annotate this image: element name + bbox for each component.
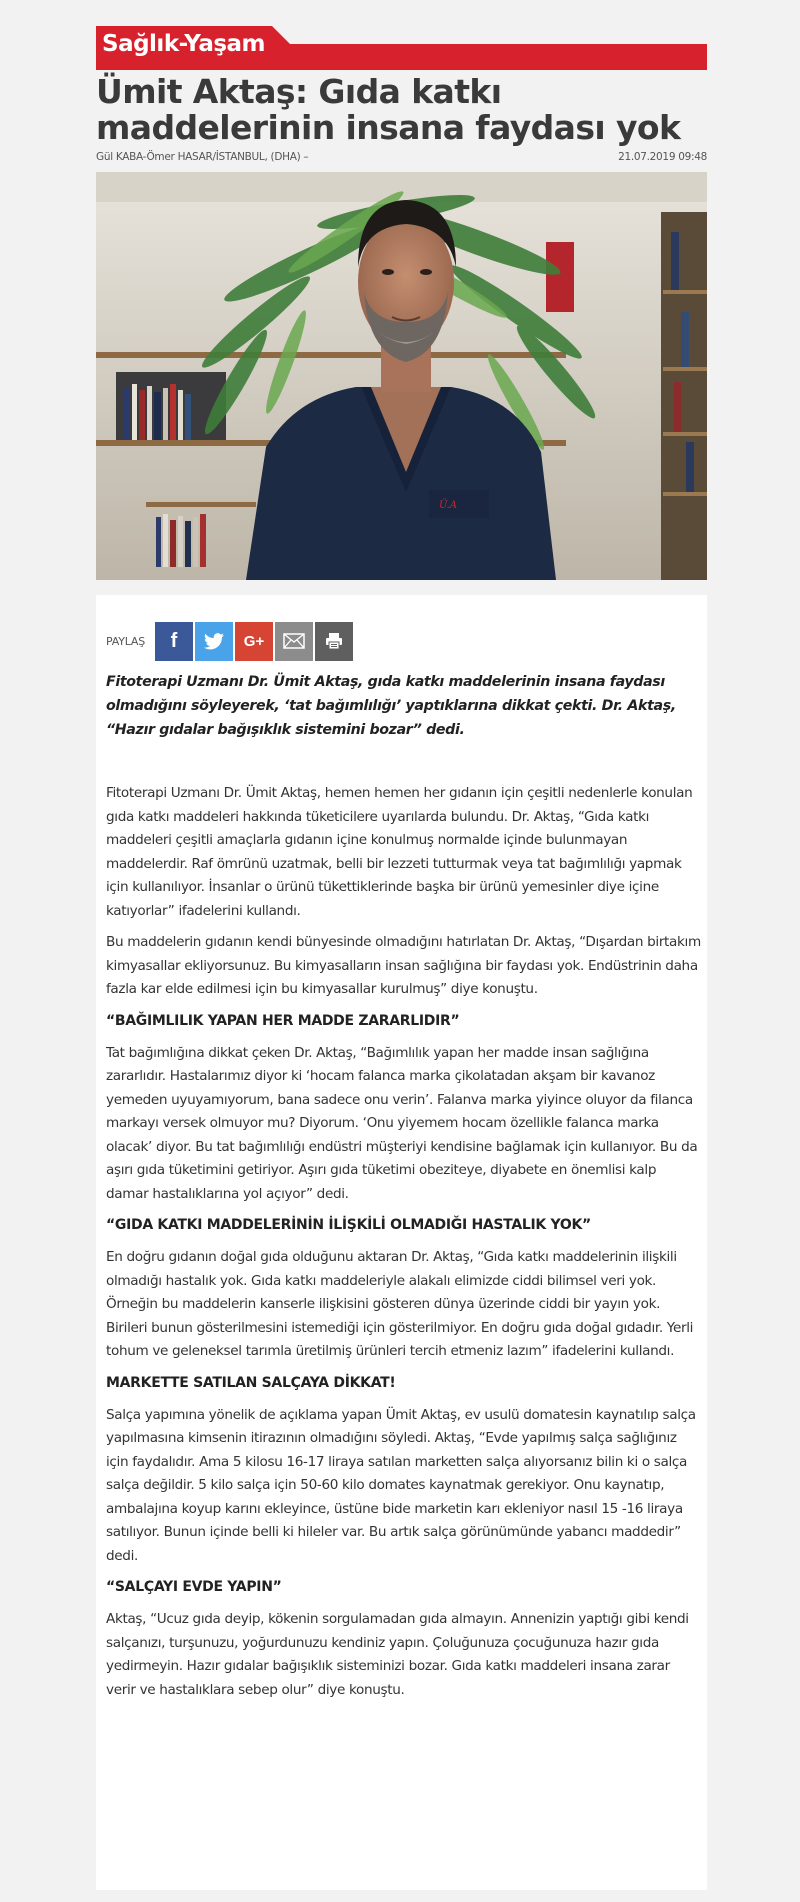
article-date: 21.07.2019 09:48 — [618, 151, 707, 163]
body-paragraph: Aktaş, “Ucuz gıda deyip, kökenin sorgulamadan gıda almayın. Annenizin yaptığı gibi kendi salçanızı, turşunuzu, yoğurdunuzu kendiniz yapın. Çoluğunuza çocuğunuza hazır gıda yedirmeyin. Hazır gıdalar bağışıklık sisteminizi bozar. Gıda katkı maddeleri insana zarar verir ve hastalıklara sebep olur” diye konuştu. — [106, 1611, 689, 1698]
body-paragraph: Salça yapımına yönelik de açıklama yapan Ümit Aktaş, ev usulü domatesin kaynatılıp salça yapılmasına kimsenin itirazının olmadığını söyledi. Aktaş, “Evde yapılmış salça sağlığınız için faydalıdır. Ama 5 kilosu 16-17 liraya satılan marketten salça alıyorsanız bilin ki o salça salça değildir. 5 kilo salça için 50-60 kilo domates kaynatmak gerekiyor. Onu kaynatıp, ambalajına koyup karını ekleyince, üstüne bide marketin karı ekleniyor nasıl 15 -16 liraya satılıyor. Bunun içinde belli ki hileler var. Bu artık salça görünümünde yabancı maddedir” dedi. — [106, 1406, 696, 1564]
svg-text:Ü.A: Ü.A — [439, 500, 457, 511]
share-google-plus-button[interactable] — [235, 622, 273, 661]
mail-icon — [283, 633, 305, 649]
printer-icon — [325, 632, 343, 650]
share-bar — [106, 621, 355, 661]
article-body — [106, 782, 701, 1710]
article-body-card — [96, 595, 707, 1890]
article-byline: Gül KABA-Ömer HASAR/İSTANBUL, (DHA) – — [96, 151, 309, 163]
share-twitter-button[interactable] — [195, 622, 233, 661]
body-paragraph: En doğru gıdanın doğal gıda olduğunu aktaran Dr. Aktaş, “Gıda katkı maddelerinin ilişkili olmadığı hastalık yok. Gıda katkı maddeleriyle alakalı elimizde ciddi bilimsel veri yok. Örneğin bu maddelerin kanserle ilişkisini gösteren dünya üzerinde ciddi bir yayın yok. Birileri bunun gösterilmesini istemediği için gösterilmiyor. En doğru gıda doğal gıdadır. Yerli tohum ve geleneksel tarımla üretilmiş ürünleri tercih etmeniz lazım” ifadelerini kullandı. — [106, 1249, 694, 1359]
category-tab-slant — [272, 26, 290, 44]
category-header — [96, 26, 707, 70]
article-lead: Fitoterapi Uzmanı Dr. Ümit Aktaş, gıda katkı maddelerinin insana faydası olmadığını söyleyerek, ‘tat bağımlılığı’ yaptıklarına dikkat çekti. Dr. Aktaş, “Hazır gıdalar bağışıklık sistemini bozar” dedi. — [106, 674, 676, 738]
body-paragraph: Fitoterapi Uzmanı Dr. Ümit Aktaş, hemen hemen her gıdanın için çeşitli nedenlerle konulan gıda katkı maddeleri hakkında tüketicilere uyarılarda bulundu. Dr. Aktaş, “Gıda katkı maddeleri çeşitli amaçlarla gıdanın içine konulmuş normalde içinde bulunmayan maddelerdir. Raf ömrünü uzatmak, belli bir lezzeti tutturmak veya tat bağımlılığı yapmak için kullanılıyor. İnsanlar o ürünü tükettiklerinde başka bir ürünü yemesinler diye içine katıyorlar” ifadelerini kullandı. — [106, 785, 693, 919]
share-facebook-button[interactable] — [155, 622, 193, 661]
share-email-button[interactable] — [275, 622, 313, 661]
category-label[interactable]: Sağlık-Yaşam — [102, 31, 266, 57]
facebook-icon: f — [170, 629, 178, 652]
body-paragraph: Tat bağımlığına dikkat çeken Dr. Aktaş, “Bağımlılık yapan her madde insan sağlığına zararlıdır. Hastalarımız diyor ki ‘hocam falanca marka çikolatadan akşam bir kavanoz yemeden uyuyamıyorum, bana sadece onu verin’. Falanva marka yiyince oluyor da filanca markayı versek olmuyor mu? Diyorum. ‘Onu yiyemem hocam özellikle falanca marka olacak’ diyor. Bu tat bağımlılığı endüstri müşteriyi kendisine bağlamak için kullanıyor. Bu da aşırı gıda tüketimini getiriyor. Aşırı gıda tüketimi obeziteye, diyabete en önemlisi kalp damar hastalıklarına yol açıyor” dedi. — [106, 1044, 698, 1202]
section-heading: “SALÇAYI EVDE YAPIN” — [106, 1579, 282, 1595]
share-label: PAYLAŞ — [106, 634, 146, 648]
article-photo — [96, 172, 707, 580]
article-title: Ümit Aktaş: Gıda katkı maddelerinin insana faydası yok — [96, 72, 681, 147]
section-heading: “GIDA KATKI MADDELERİNİN İLİŞKİLİ OLMADIĞI HASTALIK YOK” — [106, 1217, 591, 1233]
article-meta — [96, 151, 707, 167]
body-paragraph: Bu maddelerin gıdanın kendi bünyesinde olmadığını hatırlatan Dr. Aktaş, “Dışardan birtakım kimyasallar ekliyorsunuz. Bu kimyasalların insan sağlığına bir faydası yok. Endüstrinin daha fazla kar elde edilmesi için bu kimyasallar kurulmuş” diye konuştu. — [106, 934, 701, 997]
google-plus-icon: G+ — [243, 632, 265, 650]
photo-illustration — [96, 172, 707, 580]
twitter-icon — [204, 633, 224, 650]
section-heading: “BAĞIMLILIK YAPAN HER MADDE ZARARLIDIR” — [106, 1012, 460, 1029]
section-heading: MARKETTE SATILAN SALÇAYA DİKKAT! — [106, 1374, 396, 1391]
share-print-button[interactable] — [315, 622, 353, 661]
